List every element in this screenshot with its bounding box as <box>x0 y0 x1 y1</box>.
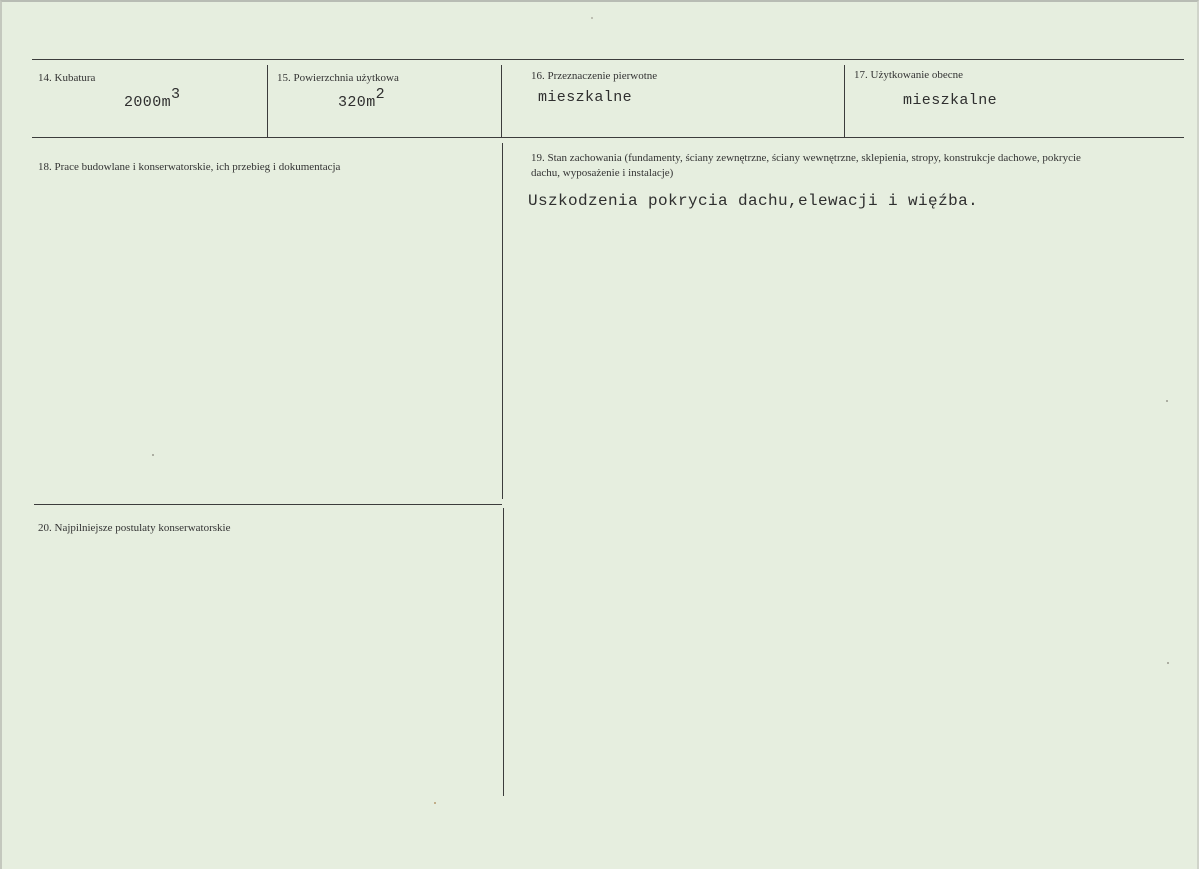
paper-speck <box>591 17 593 19</box>
paper-speck <box>152 454 154 456</box>
field-15-number: 320m <box>338 94 376 111</box>
field-20-label: 20. Najpilniejsze postulaty konserwatorskie <box>38 522 231 534</box>
row-divider <box>32 137 1184 138</box>
column-divider-lower <box>503 508 504 796</box>
column-divider-main <box>502 143 503 499</box>
paper-speck <box>434 802 436 804</box>
field-15-unit-exponent: 2 <box>375 86 386 103</box>
field-14-unit-exponent: 3 <box>171 86 181 103</box>
field-16-value: mieszkalne <box>538 89 633 106</box>
column-divider-14-15 <box>267 65 268 137</box>
paper-speck <box>1166 400 1168 402</box>
column-divider-15-16 <box>501 65 502 137</box>
paper-speck <box>1167 662 1169 664</box>
column-divider-16-17 <box>844 65 845 137</box>
field-18-label: 18. Prace budowlane i konserwatorskie, ich przebieg i dokumentacja <box>38 161 341 173</box>
top-rule <box>32 59 1184 60</box>
field-19-value: Uszkodzenia pokrycia dachu,elewacji i więźba. <box>528 192 979 210</box>
field-15-value <box>338 88 385 111</box>
field-17-label: 17. Użytkowanie obecne <box>854 69 964 81</box>
field-16-label: 16. Przeznaczenie pierwotne <box>531 70 658 82</box>
field-15-label: 15. Powierzchnia użytkowa <box>277 72 399 84</box>
field-14-number: 2000m <box>124 94 172 111</box>
section-divider <box>34 504 502 505</box>
field-14-value <box>124 88 180 111</box>
field-17-value: mieszkalne <box>903 92 998 109</box>
field-14-label: 14. Kubatura <box>38 72 96 84</box>
field-19-label: 19. Stan zachowania (fundamenty, ściany zewnętrzne, ściany wewnętrzne, sklepienia, stropy, konstrukcje dachowe, pokrycie dachu, wyposażenie i instalacje) <box>531 152 1081 179</box>
